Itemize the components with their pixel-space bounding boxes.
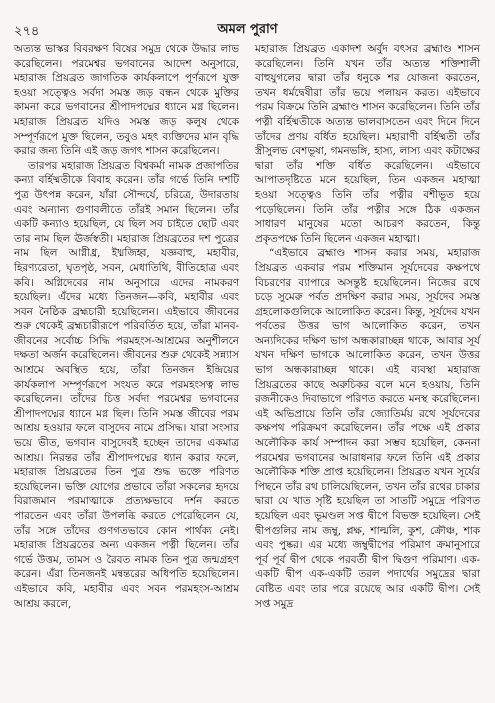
page-header — [14, 12, 481, 42]
paragraph: “এইভাবে ব্রহ্মাণ্ড শাসন করার সময়, মহারাজ প্রিয়ব্রত একবার পরম শক্তিমান সূর্যদেবের কক্ষপথে বিচরণের ব্যাপারে অসন্তুষ্ট হয়েছিলেন। নিজের রথে চড়ে সুমেরু পর্বত প্রদক্ষিণ করার সময়, সূর্যদেব সমস্ত গ্রহলোকগুলিকে আলোকিত করেন। কিন্তু, সূর্যদেব যখন পর্বতের উত্তর ভাগ আলোকিত করেন, তখন অন্যদিকের দক্ষিণ ভাগ অন্ধকারাচ্ছন্ন থাকে, আবার সূর্য যখন দক্ষিণ ভাগকে আলোকিত করেন, তখন উত্তর ভাগ অন্ধকারাচ্ছন্ন থাকে। এই ব্যবস্থা মহারাজ প্রিয়ব্রতের কাছে অরুচিকর বলে মনে হওয়ায়, তিনি রজনীকেও দিবাভাগে পরিণত করতে মনস্থ করেছিলেন। এই অভিপ্রায়ে তিনি তাঁর জ্যোতির্ময় রথে সূর্যদেবের কক্ষপথ পরিক্রমণ করেছিলেন। তাঁর পক্ষে এই প্রকার অলৌকিক কার্য সম্পাদন করা সম্ভব হয়েছিল, কেননা পরমেশ্বর ভগবানের আরাধনার ফলে তিনি এই প্রকার অলৌকিক শক্তি প্রাপ্ত হয়েছিলেন। প্রিয়ব্রত যখন সূর্যের পিছনে তাঁর রথ চালিয়েছিলেন, তখন তাঁর রথের চাকার দ্বারা যে খাত সৃষ্টি হয়েছিল তা সাতটি সমুদ্রে পরিণত হয়েছিল এবং ভূমণ্ডল সপ্ত দ্বীপে বিভক্ত হয়েছিল। সেই দ্বীপগুলির নাম জম্বু, প্লক্ষ, শাল্মলি, কুশ, ক্রৌঞ্চ, শাক এবং পুষ্কর। এর মধ্যে জম্বুদ্বীপের পরিমাণ ক্রমানুসারে পূর্ব পূর্ব দ্বীপ থেকে পরবর্তী দ্বীপ দ্বিগুণ পরিমাণ। এক-একটি দ্বীপ এক-একটি তরল পদার্থের সমুদ্রের দ্বারা বেষ্টিত এবং তার পরে রয়েছে আর একটি দ্বীপ। সেই সপ্ত সমুদ্র — [255, 247, 480, 610]
paragraph: তারপর মহারাজ প্রিয়ব্রত বিশ্বকর্মা নামক প্রজাপতির কন্যা বর্হিষ্মতীকে বিবাহ করেন। তাঁর গর্ভে তিনি দশটি পুত্র উৎপন্ন করেন, যাঁরা সৌন্দর্যে, চরিত্রে, উদারতায় এবং অন্যান্য গুণাবলীতে তাঁরই সমান ছিলেন। তাঁর একটি কন্যাও হয়েছিল, যে ছিল সব চাইতে ছোট এবং তার নাম ছিল ঊর্জস্বতী। মহারাজ প্রিয়ব্রতের দশ পুত্রের নাম ছিল আগ্নীধ্র, ইধ্মজিহ্ব, যজ্ঞবাহু, মহাবীর, হিরণ্যরেতা, ঘৃতপৃষ্ঠ, সবন, মেধাতিথি, বীতিহোত্র এবং কবি। অগ্নিদেবের নাম অনুসারে এদের নামকরণ হয়েছিল। এঁদের মধ্যে তিনজন—কবি, মহাবীর এবং সবন নৈষ্ঠিক ব্রহ্মচারী হয়েছিলেন। এইভাবে জীবনের শুরু থেকেই ব্রহ্মচারীরূপে পরিবর্তিত হয়ে, তাঁরা মানব-জীবনের সর্বোচ্চ সিদ্ধি পরমহংস-আশ্রমের অনুশীলনে দক্ষতা অর্জন করেছিলেন। জীবনের শুরু থেকেই সন্ন্যাস আশ্রমে অবস্থিত হয়ে, তাঁরা তিনজন ইন্দ্রিয়ের কার্যকলাপ সম্পূর্ণরূপে সংযত করে পরমহংসত্ব লাভ করেছিলেন। তাঁদের চিত্ত সর্বদা পরমেশ্বর ভগবানের শ্রীপাদপদ্মের ধ্যানে মগ্ন ছিল। তিনি সমস্ত জীবের পরম আশ্রয় হওয়ার ফলে বাসুদেব নামে প্রসিদ্ধ। যারা সংসার ভয়ে ভীত, ভগবান বাসুদেবই হচ্ছেন তাদের একমাত্র আশ্রয়। নিরন্তর তাঁর শ্রীপাদপদ্মের ধ্যান করার ফলে, মহারাজ প্রিয়ব্রতের তিন পুত্র শুদ্ধ ভক্তে পরিণত হয়েছিলেন। ভক্তি যোগের প্রভাবে তাঁরা সকলের হৃদয়ে বিরাজমান পরমাত্মাকে প্রত্যক্ষভাবে দর্শন করতে পারতেন এবং তাঁরা উপলব্ধি করতে পেরেছিলেন যে, তাঁর সঙ্গে তাঁদের গুণগতভাবে কোন পার্থক্য নেই। মহারাজ প্রিয়ব্রতের অন্য একজন পত্নী ছিলেন। তাঁর গর্ভে উত্তম, তামস ও রৈবত নামক তিন পুত্র জন্মগ্রহণ করেন। এঁরা তিনজনই মন্বন্তরের অধিপতি হয়েছিলেন। এইভাবে কবি, মহাবীর এবং সবন পরমহংস-আশ্রম আশ্রয় করলে, — [14, 159, 239, 610]
right-column — [255, 42, 480, 611]
paragraph: অত্যন্ত ভাস্কর বিবরক্ষণ বিষের সমুদ্র থেকে উদ্ধার লাভ করেছিলেন। পরমেশ্বর ভগবানের আদেশ অনুসারে, মহারাজ প্রিয়ব্রত জাগতিক কার্যকলাপে পূর্ণরূপে যুক্ত হওয়া সত্ত্বেও সর্বদা সমস্ত জড় বন্ধন থেকে মুক্তির কামনা করে ভগবানের শ্রীপাদপদ্মের ধ্যানে মগ্ন ছিলেন। মহারাজ প্রিয়ব্রত যদিও সমস্ত জড় কলুষ থেকে সম্পূর্ণরূপে মুক্ত ছিলেন, তবুও মহৎ ব্যক্তিদের মান বৃদ্ধি করার জন্য তিনি এই জড় জগৎ শাসন করেছিলেন। — [14, 43, 239, 158]
running-title: অমল পুরাণ — [217, 22, 278, 37]
left-column — [14, 42, 239, 611]
page-number: ২৭৪ — [14, 24, 40, 39]
paragraph: মহারাজ প্রিয়ব্রত একাদশ অর্বুদ বৎসর ব্রহ্মাণ্ড শাসন করেছিলেন। তিনি যখন তাঁর অত্যন্ত শক্তিশালী বাহুযুগলের দ্বারা তাঁর ধনুকে শর যোজনা করতেন, তখন ধর্মদ্বেষীরা তাঁর ভয়ে পলায়ন করত। এইভাবে পরম বিক্রমে তিনি ব্রহ্মাণ্ড শাসন করেছিলেন। তিনি তাঁর পত্নী বর্হিষ্মতীকে অত্যন্ত ভালবাসতেন এবং দিনে দিনে তাঁদের প্রণয় বর্ধিত হয়েছিল। মহারাণী বর্হিষ্মতী তাঁর স্ত্রীসুলভ বেশভূষা, গমনভঙ্গি, হাস্য, লাস্য এবং কটাক্ষের দ্বারা তাঁর শক্তি বর্ধিত করেছিলেন। এইভাবে আপাতদৃষ্টিতে মনে হয়েছিল, তিন একজন মহাত্মা হওয়া সত্ত্বেও তিনি তাঁর পত্নীর বশীভূত হয়ে পড়েছিলেন। তিনি তাঁর পত্নীর সঙ্গে ঠিক একজন সাধারণ মানুষের মতো আচরণ করতেন, কিন্তু প্রকৃতপক্ষে তিনি ছিলেন একজন মহাত্মা। — [255, 43, 480, 245]
text-columns — [14, 42, 481, 611]
